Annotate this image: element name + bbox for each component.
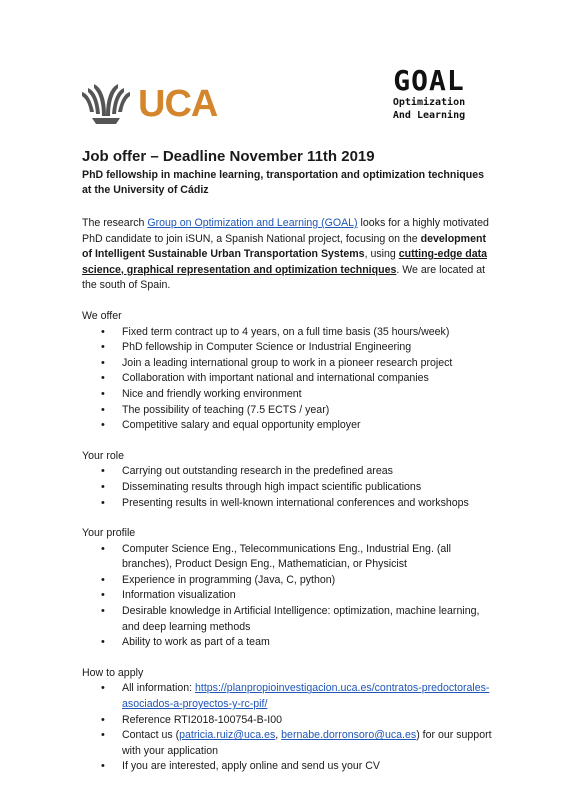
list-item: • Information visualization bbox=[82, 588, 492, 604]
profile-list bbox=[82, 542, 492, 651]
list-item: • Reference RTI2018-100754-B-I00 bbox=[82, 713, 492, 729]
list-item bbox=[82, 681, 492, 712]
contact-separator: , bbox=[275, 729, 282, 742]
page-subtitle: PhD fellowship in machine learning, transportation and optimization techniques at the University of Cádiz bbox=[82, 169, 485, 196]
intro-text-2: looks for a highly motivated PhD candidate to join iSUN, a Spanish National project, focusing on the bbox=[82, 217, 489, 245]
list-item bbox=[82, 728, 492, 759]
role-list bbox=[82, 464, 492, 511]
goal-logo-title: GOAL bbox=[393, 64, 465, 97]
list-item: • Disseminating results through high impact scientific publications bbox=[82, 480, 492, 496]
list-item: • If you are interested, apply online and send us your CV bbox=[82, 759, 492, 775]
list-item: • PhD fellowship in Computer Science or Industrial Engineering bbox=[82, 340, 492, 356]
info-label: All information: bbox=[122, 682, 196, 695]
list-item: • Desirable knowledge in Artificial Intelligence: optimization, machine learning, and deep learning methods bbox=[82, 604, 492, 635]
list-item: • Competitive salary and equal opportunity employer bbox=[82, 418, 492, 434]
uca-wordmark: UCA bbox=[138, 83, 218, 125]
info-link[interactable]: https://planpropioinvestigacion.uca.es/contratos-predoctorales-asociados-a-proyectos-y-rc-pif/ bbox=[122, 682, 490, 711]
list-item: • Collaboration with important national and international companies bbox=[82, 371, 492, 387]
intro-text-4: . We are located at the south of Spain. bbox=[82, 263, 486, 292]
profile-heading: Your profile bbox=[82, 527, 136, 540]
uca-logo bbox=[80, 82, 217, 126]
list-item: • The possibility of teaching (7.5 ECTS / year) bbox=[82, 403, 492, 419]
goal-logo-line2: And Learning bbox=[392, 110, 466, 121]
intro-paragraph bbox=[82, 216, 492, 294]
apply-list bbox=[82, 681, 492, 775]
list-item: • Experience in programming (Java, C, python) bbox=[82, 573, 492, 589]
goal-logo-line1: Optimization bbox=[392, 97, 466, 108]
role-heading: Your role bbox=[82, 449, 125, 462]
contact-suffix: ) for our support with your application bbox=[122, 729, 492, 757]
list-item: • Nice and friendly working environment bbox=[82, 387, 492, 403]
list-item: • Presenting results in well-known international conferences and workshops bbox=[82, 496, 492, 512]
goal-group-link[interactable]: Group on Optimization and Learning (GOAL) bbox=[147, 217, 358, 229]
email-link-1[interactable]: patricia.ruiz@uca.es bbox=[179, 729, 276, 742]
list-item: • Carrying out outstanding research in the predefined areas bbox=[82, 464, 492, 480]
list-item: • Ability to work as part of a team bbox=[82, 635, 492, 651]
intro-bold-2: cutting-edge data science, graphical representation and optimization techniques bbox=[82, 248, 488, 276]
offer-heading: We offer bbox=[82, 309, 122, 322]
apply-heading: How to apply bbox=[82, 666, 144, 679]
offer-list bbox=[82, 325, 492, 434]
list-item: • Computer Science Eng., Telecommunications Eng., Industrial Eng. (all branches), Product Design Eng., Mathematician, or Physicist bbox=[82, 542, 492, 573]
goal-logo bbox=[388, 66, 470, 122]
list-item: • Fixed term contract up to 4 years, on a full time basis (35 hours/week) bbox=[82, 325, 492, 341]
page-title: Job offer – Deadline November 11th 2019 bbox=[82, 148, 375, 165]
intro-bold-1: development of Intelligent Sustainable Urban Transportation Systems bbox=[82, 232, 486, 261]
contact-prefix: Contact us ( bbox=[122, 729, 180, 742]
email-link-2[interactable]: bernabe.dorronsoro@uca.es bbox=[281, 729, 417, 742]
document-body bbox=[82, 148, 492, 775]
intro-text-1: The research bbox=[82, 217, 148, 229]
list-item: • Join a leading international group to work in a pioneer research project bbox=[82, 356, 492, 372]
intro-text-3: , using bbox=[364, 248, 399, 261]
uca-emblem-icon bbox=[80, 82, 132, 126]
